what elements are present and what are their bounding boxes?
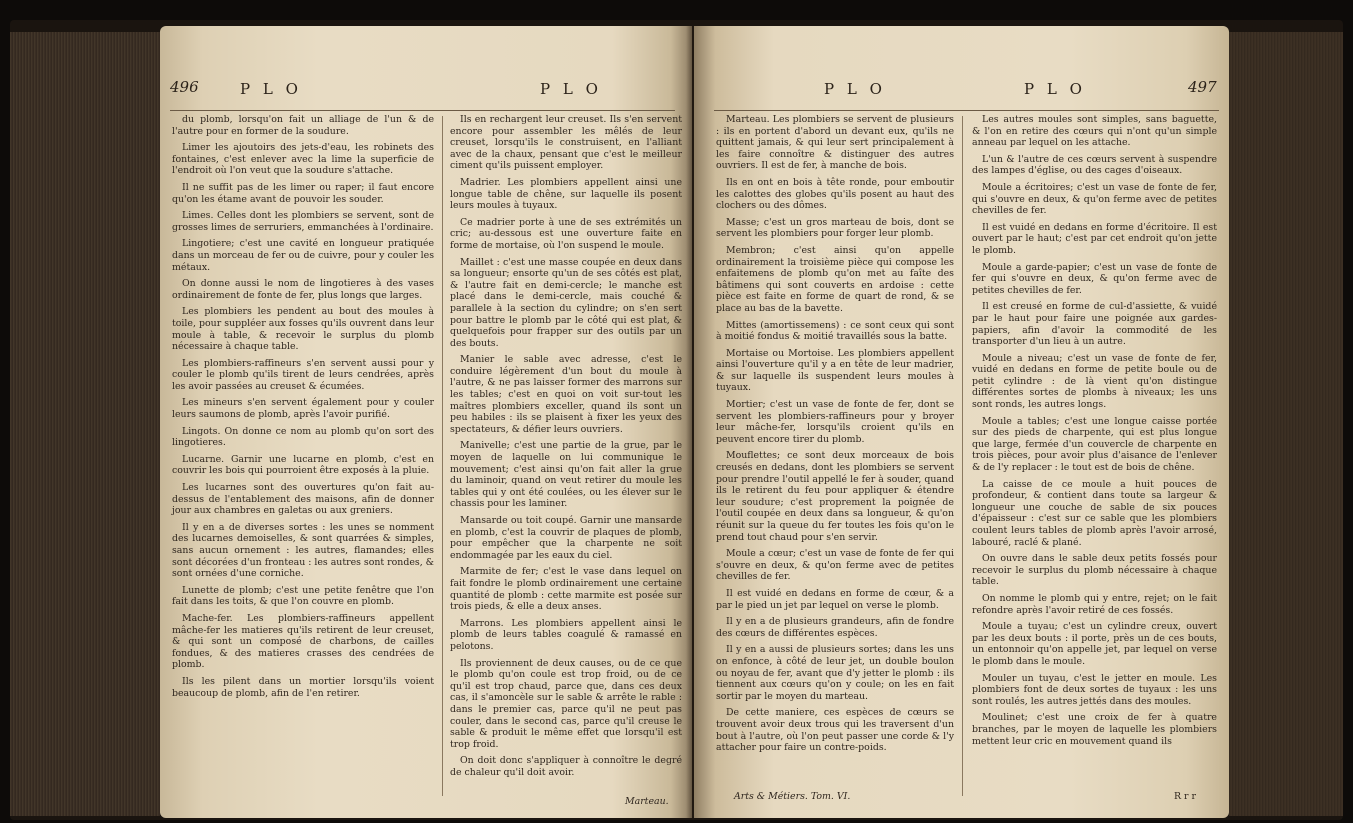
book-spread <box>10 20 1343 820</box>
paragraph: L'un & l'autre de ces cœurs servent à suspendre des lampes d'église, ou des cages d'oiseaux. <box>972 153 1217 177</box>
page-edges-right <box>1229 32 1343 816</box>
paragraph: Lucarne. Garnir une lucarne en plomb, c'est en couvrir les bois qui pourroient être exposés à la pluie. <box>172 453 434 477</box>
paragraph: Mouler un tuyau, c'est le jetter en moule. Les plombiers font de deux sortes de tuyaux : les uns sont roulés, les autres jettés dans des moules. <box>972 672 1217 707</box>
paragraph: On nomme le plomb qui y entre, rejet; on le fait refondre après l'avoir retiré de ces fossés. <box>972 592 1217 616</box>
paragraph: Les plombiers les pendent au bout des moules à toile, pour suppléer aux fosses qu'ils ouvrent dans leur moule à table, & recevoir le surplus du plomb nécessaire à chaque table. <box>172 306 434 353</box>
paragraph: Il est creusé en forme de cul-d'assiette, & vuidé par le haut pour faire une poignée aux gardes-papiers, afin d'avoir la commodité de les transporter d'un lieu à un autre. <box>972 301 1217 348</box>
column-rule <box>962 116 963 796</box>
signature-mark: R r r <box>1174 791 1196 802</box>
paragraph: Mansarde ou toit coupé. Garnir une mansarde en plomb, c'est la couvrir de plaques de plomb, pour empêcher que la charpente ne soit endommagée par les eaux du ciel. <box>450 515 682 561</box>
paragraph: On ouvre dans le sable deux petits fossés pour recevoir le surplus du plomb nécessaire à chaque table. <box>972 553 1217 588</box>
volume-footer: Arts & Métiers. Tom. VI. <box>734 791 851 802</box>
text-column-2 <box>450 114 682 783</box>
paragraph: Marmite de fer; c'est le vase dans lequel on fait fondre le plomb ordinairement une certaine quantité de plomb : cette marmite est posée sur trois pieds, & elle a deux anses. <box>450 566 682 613</box>
text-column-1 <box>172 114 434 704</box>
running-head: P L O <box>540 80 602 98</box>
running-head: P L O <box>240 80 302 98</box>
paragraph: Mortier; c'est un vase de fonte de fer, dont se servent les plombiers-raffineurs pour y broyer leur mâche-fer, lorsqu'ils croient qu'ils en peuvent encore tirer du plomb. <box>716 399 954 445</box>
paragraph: Moule a tables; c'est une longue caisse portée sur des pieds de charpente, qui est plus longue que large, fermée d'un couvercle de charpente en trois pièces, pour avoir plus d'aisance de l'enlever & de l'y replacer : le tout est de bois de chêne. <box>972 415 1217 474</box>
page-edges-left <box>10 32 160 816</box>
paragraph: Lingotiere; c'est une cavité en longueur pratiquée dans un morceau de fer ou de cuivre, pour y couler les métaux. <box>172 238 434 273</box>
paragraph: Les lucarnes sont des ouvertures qu'on fait au-dessus de l'entablement des maisons, afin de donner jour aux chambres en galetas ou aux greniers. <box>172 482 434 517</box>
paragraph: La caisse de ce moule a huit pouces de profondeur, & contient dans toute sa largeur & longueur une couche de sable de six pouces d'épaisseur : c'est sur ce sable que les plombiers coulent leurs tables de plomb après l'avoir arrosé, labouré, raclé & plané. <box>972 478 1217 548</box>
paragraph: De cette maniere, ces espèces de cœurs se trouvent avoir deux trous qui les traversent d'un bout à l'autre, où l'on peut passer une corde & l'y attacher pour faire un contre-poids. <box>716 707 954 754</box>
paragraph: Il y en a aussi de plusieurs sortes; dans les uns on enfonce, à côté de leur jet, un double boulon ou noyau de fer, avant que d'y jetter le plomb : ils tiennent aux cœurs qu'on y coule; on les en fait sortir par le moyen du marteau. <box>716 644 954 702</box>
paragraph: Lingots. On donne ce nom au plomb qu'on sort des lingotieres. <box>172 425 434 449</box>
paragraph: Moule a cœur; c'est un vase de fonte de fer qui s'ouvre en deux, & qu'on ferme avec de petites chevilles de fer. <box>716 548 954 583</box>
paragraph: Madrier. Les plombiers appellent ainsi une longue table de chêne, sur laquelle ils posent leurs moules à tuyaux. <box>450 176 682 212</box>
paragraph: Mache-fer. Les plombiers-raffineurs appellent mâche-fer les matieres qu'ils retirent de leur creuset, & qui sont un composé de charbons, de cailles fondues, & des matieres crasses des cendrées de plomb. <box>172 612 434 671</box>
paragraph: Lunette de plomb; c'est une petite fenêtre que l'on fait dans les toits, & que l'on couvre en plomb. <box>172 584 434 608</box>
paragraph: Ils les pilent dans un mortier lorsqu'ils voient beaucoup de plomb, afin de l'en retirer. <box>172 675 434 699</box>
paragraph: Marteau. Les plombiers se servent de plusieurs : ils en portent d'abord un devant eux, qu'ils ne quittent jamais, & qui leur sert principalement à les faire connoître & distinguer des autres ouvriers. Il est de fer, à manche de bois. <box>716 114 954 172</box>
paragraph: Limes. Celles dont les plombiers se servent, sont de grosses limes de serruriers, emmanchées à l'ordinaire. <box>172 210 434 233</box>
paragraph: Membron; c'est ainsi qu'on appelle ordinairement la troisième pièce qui compose les enfaitemens de plomb qu'on met au faîte des bâtimens qui sont couverts en ardoise : cette pièce est faite en forme de quart de rond, & se place au bas de la bavette. <box>716 244 954 314</box>
paragraph: Il y en a de diverses sortes : les unes se nomment des lucarnes demoiselles, & sont quarrées & simples, sans aucun ornement : les autres, flamandes; elles sont décorées d'un fronteau : les autres sont rondes, & sont ornées d'une corniche. <box>172 521 435 580</box>
paragraph: On doit donc s'appliquer à connoître le degré de chaleur qu'il doit avoir. <box>450 755 682 778</box>
paragraph: Maillet : c'est une masse coupée en deux dans sa longueur; ensorte qu'un de ses côtés est plat, & l'autre fait en demi-cercle; le manche est placé dans le demi-cercle, mais couché & parallele à la section du cylindre; on s'en sert pour battre le plomb par le côté qui est plat, & quelquefois pour frapper sur des outils par un des bouts. <box>450 256 682 349</box>
paragraph: Manier le sable avec adresse, c'est le conduire légèrement d'un bout du moule à l'autre, & ne pas laisser former des marrons sur les tables; c'est en quoi on voit sur-tout les maîtres plombiers exceller, quand ils sont un peu habiles : ils se plaisent à fixer les yeux des spectateurs, & défier leurs ouvriers. <box>450 354 682 435</box>
paragraph: On donne aussi le nom de lingotieres à des vases ordinairement de fonte de fer, plus longs que larges. <box>172 278 434 301</box>
paragraph: Masse; c'est un gros marteau de bois, dont se servent les plombiers pour forger leur plomb. <box>716 216 954 240</box>
paragraph: Les mineurs s'en servent également pour y couler leurs saumons de plomb, après l'avoir purifié. <box>172 397 434 421</box>
paragraph: Moule a tuyau; c'est un cylindre creux, ouvert par les deux bouts : il porte, près un de ces bouts, un entonnoir qu'on appelle jet, par lequel on verse le plomb dans le moule. <box>972 621 1217 667</box>
header-rule <box>170 110 675 111</box>
paragraph: Moule a niveau; c'est un vase de fonte de fer, vuidé en dedans en forme de petite boule ou de petit cylindre : de là vient qu'on distingue différentes sortes de plombs à niveaux; les uns sont ronds, les autres longs. <box>972 352 1217 411</box>
paragraph: Mittes (amortissemens) : ce sont ceux qui sont à moitié fondus & moitié travaillés sous la batte. <box>716 319 954 343</box>
paragraph: Il ne suffit pas de les limer ou raper; il faut encore qu'on les étame avant de pouvoir les souder. <box>172 181 434 205</box>
right-page <box>694 26 1229 818</box>
page-number: 497 <box>1188 78 1217 96</box>
paragraph: du plomb, lorsqu'on fait un alliage de l'un & de l'autre pour en former de la soudure. <box>172 114 434 137</box>
paragraph: Limer les ajoutoirs des jets-d'eau, les robinets des fontaines, c'est enlever avec la lime la superficie de l'endroit où l'on veut que la soudure s'attache. <box>172 142 434 177</box>
left-page <box>160 26 692 818</box>
paragraph: Moulinet; c'est une croix de fer à quatre branches, par le moyen de laquelle les plombiers mettent leur cric en mouvement quand ils <box>972 712 1217 747</box>
paragraph: Manivelle; c'est une partie de la grue, par le moyen de laquelle on lui communique le mouvement; c'est ainsi qu'on fait aller la grue du laminoir, quand on veut retirer du moule les tables qui y ont été coulées, ou les élever sur le chassis pour les laminer. <box>450 440 682 510</box>
paragraph: Les autres moules sont simples, sans baguette, & l'on en retire des cœurs qui n'ont qu'un simple anneau par lequel on les attache. <box>972 114 1217 149</box>
paragraph: Marrons. Les plombiers appellent ainsi le plomb de leurs tables coagulé & ramassé en pelotons. <box>450 617 682 652</box>
paragraph: Il est vuidé en dedans en forme de cœur, & a par le pied un jet par lequel on verse le plomb. <box>716 587 954 611</box>
column-rule <box>442 116 443 796</box>
text-column-1 <box>716 114 954 759</box>
paragraph: Ce madrier porte à une de ses extrémités un cric; au-dessous est une ouverture faite en forme de mortaise, où l'on suspend le moule. <box>450 216 682 251</box>
paragraph: Ils proviennent de deux causes, ou de ce que le plomb qu'on coule est trop froid, ou de ce qu'il est trop chaud, parce que, dans ces deux cas, il s'amoncèle sur le sable & arrête le rable : dans le premier cas, parce qu'il ne peut pas couler, dans le second cas, parce qu'il creuse le sable & produit le même effet que lorsqu'il est trop froid. <box>450 657 682 750</box>
running-head: P L O <box>824 80 886 98</box>
paragraph: Mouflettes; ce sont deux morceaux de bois creusés en dedans, dont les plombiers se servent pour prendre l'outil appellé le fer à souder, quand ils le retirent du feu pour appliquer & étendre leur soudure; c'est proprement la poignée de l'outil coupée en deux dans sa longueur, & qu'on réunit sur la queue du fer toutes les fois qu'on le prend tout chaud pour s'en servir. <box>716 450 954 543</box>
paragraph: Moule a garde-papier; c'est un vase de fonte de fer qui s'ouvre en deux, & qu'on ferme avec de petites chevilles de fer. <box>972 261 1217 296</box>
paragraph: Il y en a de plusieurs grandeurs, afin de fondre des cœurs de différentes espèces. <box>716 616 954 639</box>
header-rule <box>714 110 1219 111</box>
page-number: 496 <box>170 78 199 96</box>
text-column-2 <box>972 114 1217 752</box>
paragraph: Il est vuidé en dedans en forme d'écritoire. Il est ouvert par le haut; c'est par cet endroit qu'on jette le plomb. <box>972 221 1217 256</box>
catchword: Marteau. <box>625 796 669 807</box>
paragraph: Les plombiers-raffineurs s'en servent aussi pour y couler le plomb qu'ils tirent de leurs cendrées, après les avoir passées au creuset & écumées. <box>172 357 434 392</box>
paragraph: Mortaise ou Mortoise. Les plombiers appellent ainsi l'ouverture qu'il y a en tête de leur madrier, & sur laquelle ils suspendent leurs moules à tuyaux. <box>716 347 954 394</box>
paragraph: Ils en rechargent leur creuset. Ils s'en servent encore pour assembler les mêlés de leur creuset, lorsqu'ils le construisent, en l'alliant avec de la chaux, pensant que c'est le meilleur ciment qu'ils puissent employer. <box>450 114 682 172</box>
paragraph: Moule a écritoires; c'est un vase de fonte de fer, qui s'ouvre en deux, & qu'on ferme avec de petites chevilles de fer. <box>972 181 1217 217</box>
paragraph: Ils en ont en bois à tête ronde, pour emboutir les calottes des globes qu'ils posent au haut des clochers ou des dômes. <box>716 176 954 212</box>
running-head: P L O <box>1024 80 1086 98</box>
